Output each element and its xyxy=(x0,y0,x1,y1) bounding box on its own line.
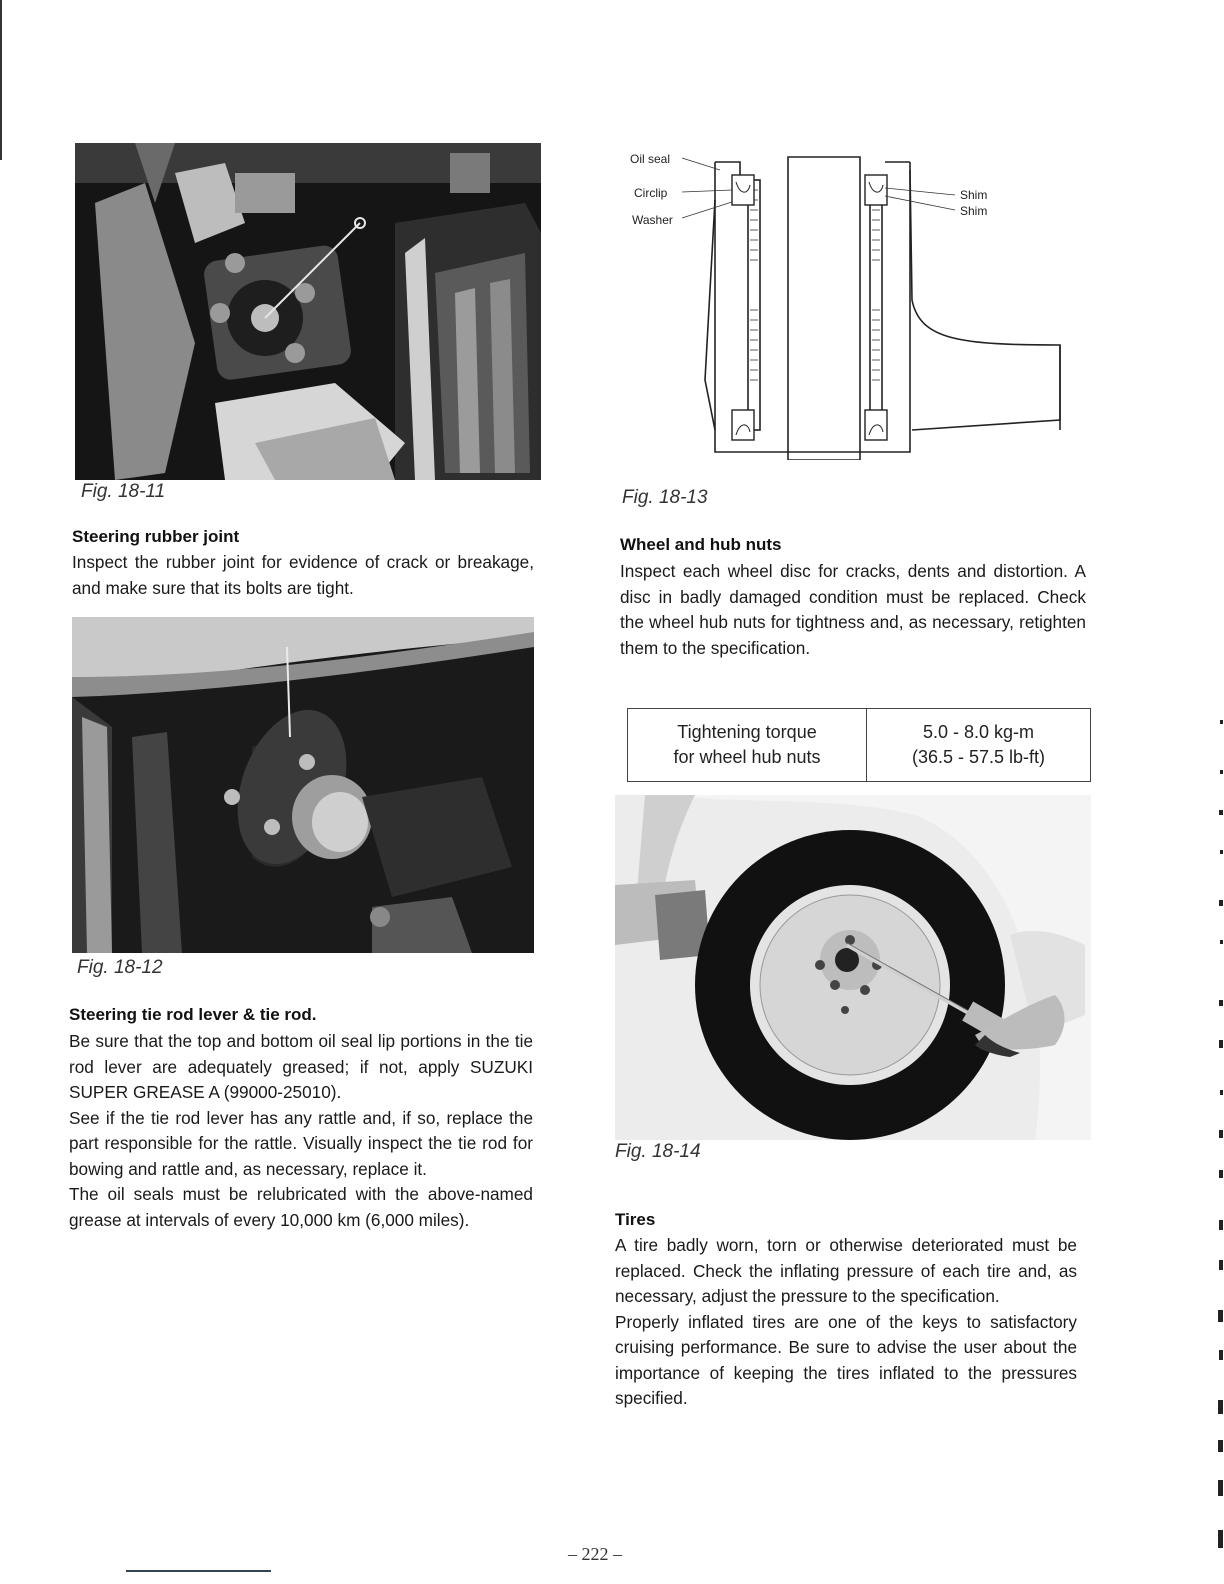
label-circlip: Circlip xyxy=(634,186,668,200)
tie-rod-heading: Steering tie rod lever & tie rod. xyxy=(69,1005,317,1024)
steering-rubber-joint-body: Inspect the rubber joint for evidence of crack or breakage, and make sure that its bolts are tight. xyxy=(72,552,534,598)
tires-heading: Tires xyxy=(615,1210,656,1229)
torque-label-cell xyxy=(628,709,867,781)
tie-rod-body xyxy=(69,1029,533,1233)
photo-wheel-torque-wrench xyxy=(615,795,1091,1140)
left-margin-rule xyxy=(0,0,2,160)
wheel-hub-nuts-body: Inspect each wheel disc for cracks, dents and distortion. A disc in badly damaged condition must be replaced. Check the wheel hub nuts for tightness and, as necessary, retighten them to the specification. xyxy=(620,561,1086,658)
photo-tie-rod-lever xyxy=(72,617,534,953)
scan-edge-marks xyxy=(1214,700,1224,1584)
tires-body xyxy=(615,1233,1077,1412)
tires-paragraph-2: Properly inflated tires are one of the keys to satisfactory cruising performance. Be sure to advise the user about the importance of keeping the tires inflated to the pressures specified. xyxy=(615,1311,1077,1408)
label-shim-1: Shim xyxy=(960,188,988,202)
label-washer: Washer xyxy=(632,213,673,227)
wheel-hub-nuts-heading: Wheel and hub nuts xyxy=(620,535,782,554)
photo-steering-rubber-joint xyxy=(75,143,541,480)
fig-18-11-caption: Fig. 18-11 xyxy=(81,481,166,502)
fig-18-14-caption: Fig. 18-14 xyxy=(615,1141,701,1162)
torque-value-line-1: 5.0 - 8.0 kg-m xyxy=(922,722,1035,742)
torque-label-line-1: Tightening torque xyxy=(677,722,817,742)
fig-18-12-caption: Fig. 18-12 xyxy=(77,957,163,978)
fig-18-13-caption: Fig. 18-13 xyxy=(622,487,708,508)
label-oil-seal: Oil seal xyxy=(630,152,671,166)
torque-label-line-2: for wheel hub nuts xyxy=(673,747,821,767)
steering-rubber-joint-heading: Steering rubber joint xyxy=(72,527,240,546)
tie-rod-paragraph-2: See if the tie rod lever has any rattle and, if so, replace the part responsible for the rattle. Visually inspect the tie rod for bowing and rattle and, as necessary, replace it. xyxy=(69,1107,533,1179)
torque-value-cell xyxy=(867,709,1090,781)
tie-rod-paragraph-1: Be sure that the top and bottom oil seal lip portions in the tie rod lever are adequately greased; if not, apply SUZUKI SUPER GREASE A (99000-25010). xyxy=(69,1031,533,1102)
page-number: – 222 – xyxy=(568,1544,622,1564)
footnote-rule xyxy=(126,1570,271,1572)
diagram-hub-oil-seal xyxy=(620,140,1070,460)
tie-rod-paragraph-3: The oil seals must be relubricated with the above-named grease at intervals of every 10,000 km (6,000 miles). xyxy=(69,1184,533,1230)
torque-value-line-2: (36.5 - 57.5 lb-ft) xyxy=(911,747,1046,767)
tires-paragraph-1: A tire badly worn, torn or otherwise deteriorated must be replaced. Check the inflating pressure of each tire and, as necessary, adjust the pressure to the specification. xyxy=(615,1235,1077,1306)
label-shim-2: Shim xyxy=(960,204,988,218)
torque-spec-table xyxy=(627,708,1091,782)
